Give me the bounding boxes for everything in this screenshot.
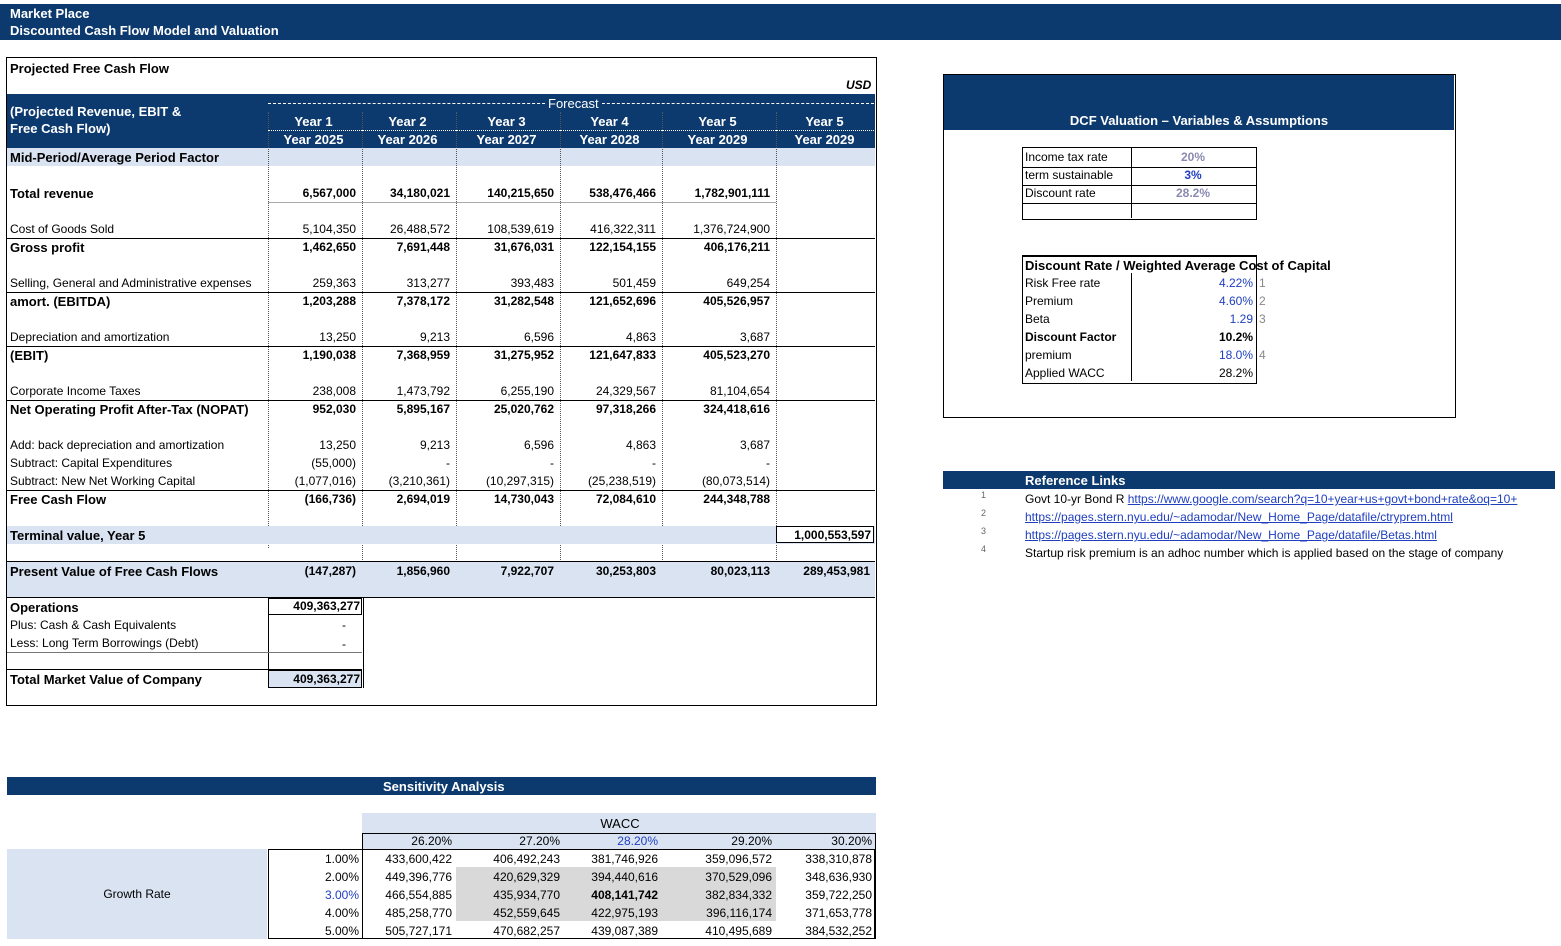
wacc-col-header: 27.20% <box>519 834 560 848</box>
terminal-value: 1,000,553,597 <box>776 526 874 543</box>
cell-addda: 13,250 <box>319 438 356 452</box>
row-label-fcf: Free Cash Flow <box>10 492 107 507</box>
cell-gross: 122,154,155 <box>589 240 656 254</box>
wacc-ref-number: 4 <box>1259 348 1266 362</box>
forecast-label: Forecast <box>545 96 602 111</box>
cell-tax: 1,473,792 <box>396 384 450 398</box>
cell-fcf: 2,694,019 <box>396 492 450 506</box>
cell-nopat: 97,318,266 <box>595 402 656 416</box>
cell-ebit: 405,523,270 <box>703 348 770 362</box>
sensitivity-cell: 420,629,329 <box>493 870 560 884</box>
wacc-value: 1.29 <box>1229 312 1253 326</box>
wacc-col-header: 30.20% <box>831 834 872 848</box>
growth-row-header: 4.00% <box>324 906 359 920</box>
wacc-value: 18.0% <box>1218 348 1253 362</box>
calendar-year: Year 2027 <box>476 132 537 147</box>
ref-prefix: Startup risk premium is an adhoc number which is applied based on the stage of company <box>1025 546 1504 560</box>
row-label-tax: Corporate Income Taxes <box>10 384 141 398</box>
cell-ebit: 7,368,959 <box>396 348 450 362</box>
cell-tax: 81,104,654 <box>709 384 770 398</box>
wacc-label: Premium <box>1025 294 1074 308</box>
sensitivity-cell: 422,975,193 <box>591 906 658 920</box>
row-label-da: Depreciation and amortization <box>10 330 170 344</box>
cell-fcf: (166,736) <box>304 492 356 506</box>
cell-revenue: 538,476,466 <box>589 186 656 200</box>
cell-sga: 393,483 <box>510 276 554 290</box>
row-label-sga: Selling, General and Administrative expenses <box>10 276 252 290</box>
factor-label: Mid-Period/Average Period Factor <box>10 150 220 165</box>
cell-da: 6,596 <box>523 330 554 344</box>
ref-link[interactable]: https://www.google.com/search?q=10+year+us+govt+bond+rate&oq=10+ <box>1127 492 1518 506</box>
sensitivity-cell: 466,554,885 <box>385 888 452 902</box>
sensitivity-cell: 396,116,174 <box>706 906 772 920</box>
sensitivity-cell: 408,141,742 <box>591 888 658 902</box>
ref-line <box>1025 492 1555 506</box>
wacc-ref-number: 2 <box>1259 294 1266 308</box>
growth-row-header: 1.00% <box>324 852 359 866</box>
cell-gross: 1,462,650 <box>302 240 356 254</box>
row-label-ebitda: amort. (EBITDA) <box>10 294 111 309</box>
wacc-value: 28.2% <box>1218 366 1253 380</box>
ref-line <box>1025 510 1555 524</box>
operations-label: Operations <box>10 600 79 615</box>
year-label: Year 5 <box>698 114 737 129</box>
sensitivity-cell: 348,636,930 <box>805 870 872 884</box>
growth-row-header: 3.00% <box>324 888 359 902</box>
year-label: Year 5 <box>805 114 844 129</box>
cell-ebit: 1,190,038 <box>302 348 356 362</box>
cell-nwc: (10,297,315) <box>485 474 554 488</box>
cell-sga: 649,254 <box>726 276 770 290</box>
cell-cogs: 5,104,350 <box>302 222 356 236</box>
cell-revenue: 34,180,021 <box>389 186 450 200</box>
sensitivity-cell: 394,440,616 <box>591 870 658 884</box>
sensitivity-cell: 359,096,572 <box>705 852 772 866</box>
cell-capex: - <box>766 456 770 470</box>
wacc-col-header: 26.20% <box>411 834 452 848</box>
cell-capex: (55,000) <box>311 456 356 470</box>
assumption-label: Discount rate <box>1025 186 1096 200</box>
sensitivity-cell: 381,746,926 <box>591 852 658 866</box>
ref-link[interactable]: https://pages.stern.nyu.edu/~adamodar/New_Home_Page/datafile/ctryprem.html <box>1025 510 1453 524</box>
cell-tax: 24,329,567 <box>595 384 656 398</box>
sensitivity-cell: 371,653,778 <box>805 906 872 920</box>
cell-ebit: 31,275,952 <box>493 348 554 362</box>
pv-value: 1,856,960 <box>396 564 450 578</box>
wacc-axis-label: WACC <box>600 816 640 831</box>
cell-nopat: 5,895,167 <box>396 402 450 416</box>
sensitivity-title: Sensitivity Analysis <box>383 779 505 794</box>
cell-sga: 259,363 <box>312 276 356 290</box>
cell-ebitda: 405,526,957 <box>703 294 770 308</box>
cell-capex: - <box>550 456 554 470</box>
total-value: 409,363,277 <box>293 672 360 686</box>
cell-da: 4,863 <box>625 330 656 344</box>
cell-fcf: 72,084,610 <box>595 492 656 506</box>
sensitivity-cell: 470,682,257 <box>493 924 560 938</box>
wacc-label: premium <box>1025 348 1072 362</box>
growth-axis-label: Growth Rate <box>103 887 171 901</box>
cell-da: 3,687 <box>739 330 770 344</box>
cell-fcf: 244,348,788 <box>703 492 770 506</box>
section-label-1: (Projected Revenue, EBIT & <box>10 104 182 119</box>
cell-sga: 313,277 <box>406 276 450 290</box>
cell-capex: - <box>446 456 450 470</box>
sensitivity-cell: 410,495,689 <box>705 924 772 938</box>
cell-ebitda: 7,378,172 <box>396 294 450 308</box>
sensitivity-cell: 452,559,645 <box>493 906 560 920</box>
year-label: Year 1 <box>294 114 333 129</box>
cash-value: - <box>342 618 346 632</box>
row-label-gross: Gross profit <box>10 240 85 255</box>
cell-nwc: (3,210,361) <box>388 474 450 488</box>
ref-number: 1 <box>981 490 987 500</box>
growth-row-header: 5.00% <box>324 924 359 938</box>
operations-value: 409,363,277 <box>293 599 360 613</box>
cell-tax: 238,008 <box>312 384 356 398</box>
ref-prefix: Govt 10-yr Bond R <box>1025 492 1125 506</box>
row-label-ebit: (EBIT) <box>10 348 49 363</box>
ref-number: 4 <box>981 544 987 554</box>
row-label-cogs: Cost of Goods Sold <box>10 222 115 236</box>
cell-cogs: 1,376,724,900 <box>693 222 770 236</box>
ref-number: 2 <box>981 508 987 518</box>
wacc-label: Risk Free rate <box>1025 276 1101 290</box>
wacc-label: Beta <box>1025 312 1050 326</box>
ref-link[interactable]: https://pages.stern.nyu.edu/~adamodar/New_Home_Page/datafile/Betas.html <box>1025 528 1437 542</box>
sensitivity-cell: 382,834,332 <box>705 888 772 902</box>
sensitivity-cell: 384,532,252 <box>805 924 872 938</box>
assumption-value: 28.2% <box>1175 186 1211 200</box>
cell-ebit: 121,647,833 <box>589 348 656 362</box>
calendar-year: Year 2028 <box>579 132 640 147</box>
cell-revenue: 140,215,650 <box>487 186 554 200</box>
row-label-nopat: Net Operating Profit After-Tax (NOPAT) <box>10 402 249 417</box>
pv-value: 7,922,707 <box>500 564 554 578</box>
cell-ebitda: 121,652,696 <box>589 294 656 308</box>
sensitivity-cell: 435,934,770 <box>493 888 560 902</box>
sensitivity-cell: 338,310,878 <box>805 852 872 866</box>
debt-label: Less: Long Term Borrowings (Debt) <box>10 636 199 650</box>
company-name: Market Place <box>10 6 90 21</box>
pv-label: Present Value of Free Cash Flows <box>10 564 219 579</box>
wacc-ref-number: 1 <box>1259 276 1266 290</box>
cell-da: 13,250 <box>319 330 356 344</box>
assumption-label: Income tax rate <box>1025 150 1108 164</box>
cell-gross: 31,676,031 <box>493 240 554 254</box>
cell-gross: 7,691,448 <box>396 240 450 254</box>
cell-fcf: 14,730,043 <box>493 492 554 506</box>
wacc-value: 10.2% <box>1218 330 1253 344</box>
debt-value: - <box>342 637 346 651</box>
dcf-title: DCF Valuation – Variables & Assumptions <box>1069 113 1329 128</box>
calendar-year: Year 2029 <box>794 132 855 147</box>
currency-label: USD <box>846 78 872 92</box>
year-label: Year 4 <box>590 114 629 129</box>
pv-value: 80,023,113 <box>710 564 770 578</box>
assumption-value: 20% <box>1180 150 1206 164</box>
growth-row-header: 2.00% <box>324 870 359 884</box>
terminal-label: Terminal value, Year 5 <box>10 528 146 543</box>
wacc-label: Discount Factor <box>1025 330 1117 344</box>
cell-revenue: 1,782,901,111 <box>694 186 770 200</box>
cell-nopat: 25,020,762 <box>493 402 554 416</box>
fcf-title: Projected Free Cash Flow <box>10 61 169 76</box>
pv-value: 289,453,981 <box>803 564 870 578</box>
wacc-ref-number: 3 <box>1259 312 1266 326</box>
cell-sga: 501,459 <box>612 276 656 290</box>
cell-ebitda: 1,203,288 <box>302 294 356 308</box>
refs-title: Reference Links <box>1025 473 1126 488</box>
total-label: Total Market Value of Company <box>10 672 202 687</box>
assumption-value: 3% <box>1184 168 1202 182</box>
cell-nopat: 952,030 <box>312 402 356 416</box>
cell-addda: 9,213 <box>419 438 450 452</box>
sensitivity-cell: 485,258,770 <box>385 906 452 920</box>
row-label-addda: Add: back depreciation and amortization <box>10 438 225 452</box>
calendar-year: Year 2029 <box>687 132 748 147</box>
cash-label: Plus: Cash & Cash Equivalents <box>10 618 177 632</box>
cell-tax: 6,255,190 <box>500 384 554 398</box>
cell-revenue: 6,567,000 <box>302 186 356 200</box>
row-label-nwc: Subtract: New Net Working Capital <box>10 474 196 488</box>
sensitivity-cell: 433,600,422 <box>385 852 452 866</box>
sensitivity-cell: 370,529,096 <box>705 870 772 884</box>
pv-value: 30,253,803 <box>595 564 656 578</box>
row-label-capex: Subtract: Capital Expenditures <box>10 456 173 470</box>
cell-ebitda: 31,282,548 <box>493 294 554 308</box>
sensitivity-cell: 439,087,389 <box>591 924 658 938</box>
cell-addda: 6,596 <box>523 438 554 452</box>
sensitivity-cell: 449,396,776 <box>385 870 452 884</box>
year-label: Year 3 <box>487 114 526 129</box>
model-subtitle: Discounted Cash Flow Model and Valuation <box>10 23 279 38</box>
wacc-col-header: 29.20% <box>731 834 772 848</box>
cell-cogs: 416,322,311 <box>590 222 656 236</box>
sensitivity-cell: 359,722,250 <box>805 888 872 902</box>
cell-addda: 4,863 <box>625 438 656 452</box>
cell-capex: - <box>652 456 656 470</box>
wacc-col-header: 28.20% <box>617 834 658 848</box>
sensitivity-cell: 406,492,243 <box>493 852 560 866</box>
cell-cogs: 108,539,619 <box>487 222 554 236</box>
row-label-revenue: Total revenue <box>10 186 94 201</box>
cell-cogs: 26,488,572 <box>389 222 450 236</box>
cell-da: 9,213 <box>419 330 450 344</box>
cell-addda: 3,687 <box>739 438 770 452</box>
ref-line <box>1025 528 1555 542</box>
assumption-label: term sustainable <box>1025 168 1114 182</box>
cell-nwc: (80,073,514) <box>701 474 770 488</box>
calendar-year: Year 2025 <box>283 132 344 147</box>
year-label: Year 2 <box>388 114 427 129</box>
calendar-year: Year 2026 <box>377 132 438 147</box>
cell-nwc: (1,077,016) <box>294 474 356 488</box>
wacc-value: 4.60% <box>1218 294 1253 308</box>
cell-nwc: (25,238,519) <box>587 474 656 488</box>
wacc-value: 4.22% <box>1218 276 1253 290</box>
cell-gross: 406,176,211 <box>703 240 770 254</box>
ref-number: 3 <box>981 526 987 536</box>
title-banner <box>0 4 1561 40</box>
section-label-2: Free Cash Flow) <box>10 121 111 136</box>
ref-line <box>1025 546 1555 560</box>
wacc-title: Discount Rate / Weighted Average Cost of Capital <box>1025 258 1331 273</box>
sensitivity-cell: 505,727,171 <box>385 924 452 938</box>
wacc-label: Applied WACC <box>1025 366 1105 380</box>
cell-nopat: 324,418,616 <box>703 402 770 416</box>
pv-value: (147,287) <box>304 564 356 578</box>
